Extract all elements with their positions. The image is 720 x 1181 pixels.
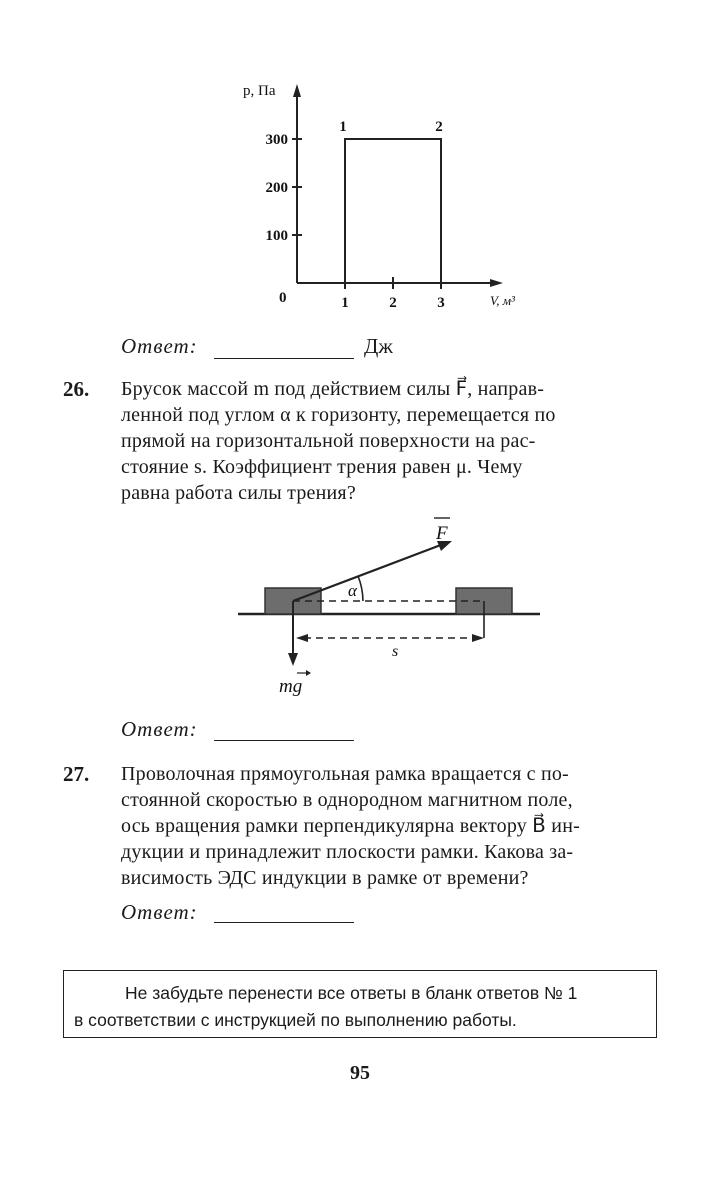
q27-line-1: Проволочная прямоугольная рамка вращается с по- xyxy=(121,763,569,785)
x-axis-arrow xyxy=(490,279,503,287)
answer25-label: Ответ: xyxy=(121,334,198,358)
gravity-arrowhead xyxy=(288,653,298,666)
q26-number: 26. xyxy=(63,377,90,401)
y-axis-label: p, Па xyxy=(243,83,276,99)
answer26-line[interactable] xyxy=(214,740,354,741)
distance-label: s xyxy=(392,643,399,660)
force-label: F xyxy=(436,523,448,544)
answer26-label: Ответ: xyxy=(121,717,198,741)
q26-text xyxy=(121,376,657,506)
y-tick-label: 200 xyxy=(265,180,288,196)
q26-line-2: ленной под углом α к горизонту, перемещается по xyxy=(121,404,556,426)
q27-line-5: висимость ЭДС индукции в рамке от времени? xyxy=(121,867,529,889)
q27-line-4: дукции и принадлежит плоскости рамки. Какова за- xyxy=(121,841,574,863)
x-tick-label: 1 xyxy=(341,295,349,311)
origin-label: 0 xyxy=(279,290,287,306)
state-point-label: 1 xyxy=(339,119,347,135)
q26-line-4: стояние s. Коэффициент трения равен μ. Чему xyxy=(121,456,523,478)
distance-arrow-right xyxy=(472,634,484,642)
page-number: 95 xyxy=(350,1062,370,1084)
distance-arrow-left xyxy=(296,634,308,642)
q26-line-5: равна работа силы трения? xyxy=(121,482,356,504)
state-point-label: 2 xyxy=(435,119,443,135)
q27-text xyxy=(121,761,657,891)
pv-graph xyxy=(0,0,720,330)
force-arrow-line xyxy=(293,543,446,601)
angle-label: α xyxy=(348,581,357,600)
block-force-figure xyxy=(230,510,550,700)
answer25-unit: Дж xyxy=(364,334,393,358)
answer27-line[interactable] xyxy=(214,922,354,923)
notice-line-2: в соответствии с инструкцией по выполнению работы. xyxy=(74,1010,517,1030)
y-axis-arrow xyxy=(293,84,301,97)
q26-line-3: прямой на горизонтальной поверхности на рас- xyxy=(121,430,536,452)
q27-line-2: стоянной скоростью в однородном магнитном поле, xyxy=(121,789,573,811)
y-tick-label: 300 xyxy=(265,132,288,148)
x-tick-label: 2 xyxy=(389,295,397,311)
answer27-label: Ответ: xyxy=(121,900,198,924)
notice-line-1: Не забудьте перенести все ответы в бланк ответов № 1 xyxy=(125,983,578,1003)
q26-line-1: Брусок массой m под действием силы F⃗, направ- xyxy=(121,378,545,400)
notice-box xyxy=(63,970,657,1038)
answer25-line[interactable] xyxy=(214,358,354,359)
x-tick-label: 3 xyxy=(437,295,445,311)
gravity-label: mg xyxy=(279,676,303,697)
cycle-line xyxy=(345,139,441,283)
y-tick-label: 100 xyxy=(265,228,288,244)
x-axis-label: V, м³ xyxy=(490,293,515,308)
q27-line-3: ось вращения рамки перпендикулярна вектору B⃗ ин- xyxy=(121,815,580,837)
q27-number: 27. xyxy=(63,762,90,786)
angle-arc xyxy=(358,576,363,601)
